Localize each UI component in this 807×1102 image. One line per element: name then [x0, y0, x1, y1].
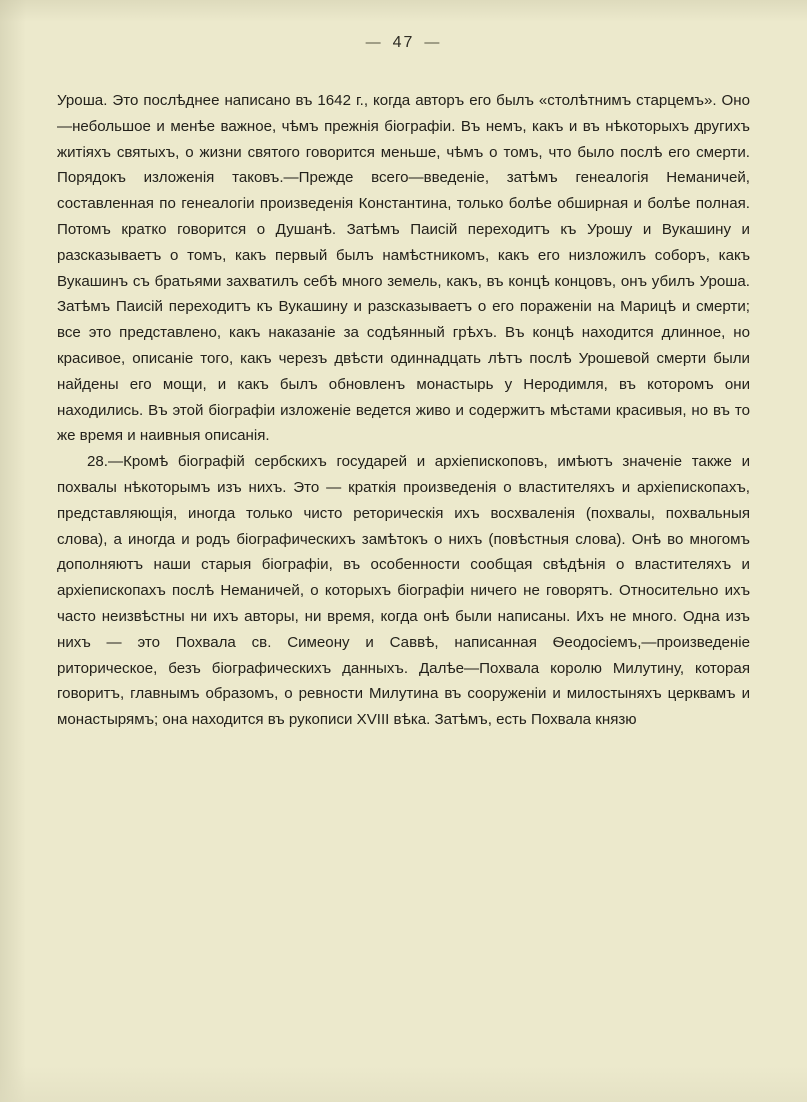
page-body-text: [57, 88, 750, 733]
page-bottom-shading: [0, 1066, 807, 1102]
page-header: [0, 34, 807, 52]
page-top-shading: [0, 0, 807, 22]
paragraph-2: 28.—Кромѣ біографій сербскихъ государей и архіепископовъ, имѣютъ значеніе также и похвалы нѣкоторымъ изъ нихъ. Это — краткія произведенія о властителяхъ и архіепископахъ, представляющія, иногда только чисто реторическія ихъ восхваленія (похвалы, похвальныя слова), а иногда и родъ біографическихъ замѣтокъ о нихъ (повѣстныя слова). Онѣ во многомъ дополняютъ наши старыя біографіи, въ особенности сообщая свѣдѣнія о властителяхъ и архіепископахъ послѣ Неманичей, о которыхъ біографіи ничего не говорятъ. Относительно ихъ часто неизвѣстны ни ихъ авторы, ни время, когда онѣ были написаны. Ихъ не много. Одна изъ нихъ — это Похвала св. Симеону и Саввѣ, написанная Ѳеодосіемъ,—произведеніе риторическое, безъ біографическихъ данныхъ. Далѣе—Похвала королю Милутину, которая говоритъ, главнымъ образомъ, о ревности Милутина въ сооруженіи и милостыняхъ церквамъ и монастырямъ; она находится въ рукописи XVIII вѣка. Затѣмъ, есть Похвала князю: [57, 453, 750, 729]
header-left-dash: —: [365, 34, 383, 51]
page-left-shading: [0, 0, 26, 1102]
paragraph-1: Уроша. Это послѣднее написано въ 1642 г., когда авторъ его былъ «столѣтнимъ старцемъ». Оно—небольшое и менѣе важное, чѣмъ прежнія біографіи. Въ немъ, какъ и въ нѣкоторыхъ другихъ житіяхъ святыхъ, о жизни святого говорится меньше, чѣмъ о томъ, что было послѣ его смерти. Порядокъ изложенія таковъ.—Прежде всего—введеніе, затѣмъ генеалогія Неманичей, составленная по генеалогіи произведенія Константина, только болѣе обширная и болѣе полная. Потомъ кратко говорится о Душанѣ. Затѣмъ Паисій переходитъ къ Урошу и Вукашину и разсказываетъ о томъ, какъ первый былъ намѣстникомъ, какъ его низложилъ соборъ, какъ Вукашинъ съ братьями захватилъ себѣ много земель, какъ, въ концѣ концовъ, онъ убилъ Уроша. Затѣмъ Паисій переходитъ къ Вукашину и разсказываетъ о его пораженіи на Марицѣ и смерти; все это представлено, какъ наказаніе за содѣянный грѣхъ. Въ концѣ находится длинное, но красивое, описаніе того, какъ черезъ двѣсти одиннадцать лѣтъ послѣ Урошевой смерти были найдены его мощи, и какъ былъ обновленъ монастырь у Неродимля, въ которомъ они находились. Въ этой біографіи изложеніе ведется живо и содержитъ мѣстами красивыя, но въ то же время и наивныя описанія.: [57, 92, 750, 445]
header-right-dash: —: [424, 34, 442, 51]
page-number: 47: [392, 34, 415, 51]
